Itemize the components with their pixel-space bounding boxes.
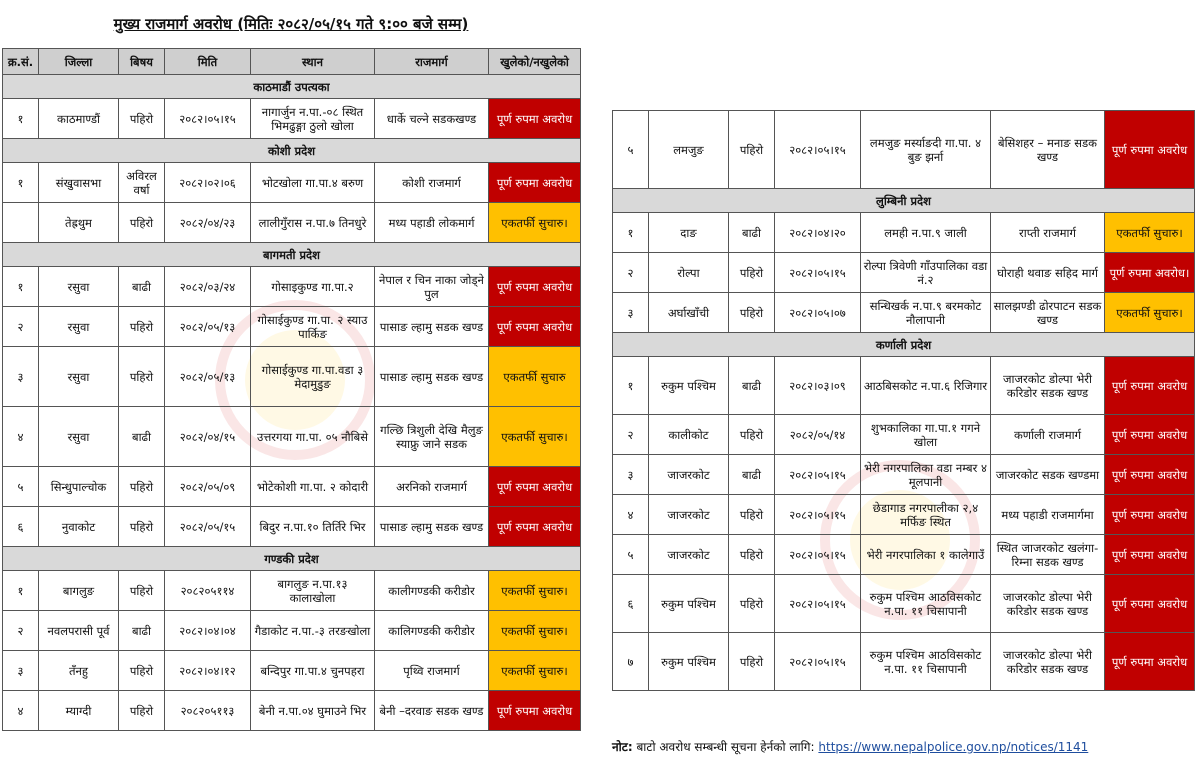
subject-cell: बाढी <box>119 267 165 307</box>
date-cell: २०८२/०५/१३ <box>165 307 251 347</box>
date-cell: २०८२।०४।०४ <box>165 611 251 651</box>
status-cell: एकतर्फी सुचारु। <box>489 407 581 467</box>
column-header: मिति <box>165 49 251 75</box>
subject-cell: बाढी <box>729 357 775 415</box>
subject-cell: पहिरो <box>119 347 165 407</box>
status-cell: पूर्ण रुपमा अवरोध। <box>1105 253 1195 293</box>
serial-number-cell: ३ <box>3 347 39 407</box>
table-row <box>613 535 1195 575</box>
date-cell: २०८२।०५।१५ <box>775 253 861 293</box>
table-row <box>613 111 1195 189</box>
table-row <box>3 611 581 651</box>
date-cell: २०८२।०४।२० <box>775 213 861 253</box>
section-header-row <box>3 547 581 571</box>
status-cell: एकतर्फी सुचारु। <box>489 571 581 611</box>
status-cell: पूर्ण रुपमा अवरोध <box>1105 111 1195 189</box>
subject-cell: पहिरो <box>729 253 775 293</box>
highway-cell: जाजरकोट डोल्पा भेरी करिडोर सडक खण्ड <box>991 575 1105 633</box>
serial-number-cell: ६ <box>613 575 649 633</box>
serial-number-cell: ७ <box>613 633 649 691</box>
serial-number-cell: ५ <box>3 467 39 507</box>
location-cell: बन्दिपुर गा.पा.४ चुनपहरा <box>251 651 375 691</box>
subject-cell: बाढी <box>729 213 775 253</box>
subject-cell: अविरल वर्षा <box>119 163 165 203</box>
location-cell: भेरी नगरपालिका १ कालेगाउँ <box>861 535 991 575</box>
highway-cell: घोराही थवाङ सहिद मार्ग <box>991 253 1105 293</box>
serial-number-cell: १ <box>613 213 649 253</box>
highway-cell: पासाङ ल्हामु सडक खण्ड <box>375 347 489 407</box>
serial-number-cell: २ <box>3 611 39 651</box>
status-cell: पूर्ण रुपमा अवरोध <box>489 467 581 507</box>
district-cell: संखुवासभा <box>39 163 119 203</box>
province-heading: कोशी प्रदेश <box>3 139 581 163</box>
subject-cell: पहिरो <box>119 651 165 691</box>
subject-cell: पहिरो <box>119 507 165 547</box>
status-cell: पूर्ण रुपमा अवरोध <box>1105 575 1195 633</box>
highway-cell: कालिगण्डकी करीडोर <box>375 611 489 651</box>
district-cell: रुकुम पश्चिम <box>649 575 729 633</box>
table-row <box>613 213 1195 253</box>
location-cell: नागार्जुन न.पा.-०८ स्थित भिमढुङ्गा ठुलो खोला <box>251 99 375 139</box>
date-cell: २०८२/०५/०९ <box>165 467 251 507</box>
district-cell: रुकुम पश्चिम <box>649 633 729 691</box>
table-row <box>613 633 1195 691</box>
section-header-row <box>613 333 1195 357</box>
location-cell: शुभकालिका गा.पा.१ गगने खोला <box>861 415 991 455</box>
date-cell: २०८२/०५/१४ <box>775 415 861 455</box>
serial-number-cell: ३ <box>3 651 39 691</box>
status-cell: पूर्ण रुपमा अवरोध <box>1105 455 1195 495</box>
location-cell: आठबिसकोट न.पा.६ रिजिगार <box>861 357 991 415</box>
highway-cell: राप्ती राजमार्ग <box>991 213 1105 253</box>
serial-number-cell <box>3 203 39 243</box>
subject-cell: पहिरो <box>119 307 165 347</box>
highway-cell: कालीगण्डकी करीडोर <box>375 571 489 611</box>
table-row <box>3 571 581 611</box>
table-row <box>3 467 581 507</box>
province-heading: बागमती प्रदेश <box>3 243 581 267</box>
date-cell: २०८२।०५।१५ <box>775 633 861 691</box>
district-cell: कालीकोट <box>649 415 729 455</box>
highway-cell: पासाङ ल्हामु सडक खण्ड <box>375 307 489 347</box>
district-cell: रसुवा <box>39 267 119 307</box>
district-cell: म्याग्दी <box>39 691 119 731</box>
subject-cell: पहिरो <box>119 571 165 611</box>
date-cell: २०८२/०४/२३ <box>165 203 251 243</box>
district-cell: सिन्धुपाल्चोक <box>39 467 119 507</box>
district-cell: लमजुङ <box>649 111 729 189</box>
subject-cell: पहिरो <box>119 203 165 243</box>
note-label: नोट: <box>612 740 633 754</box>
subject-cell: पहिरो <box>729 535 775 575</box>
status-cell: एकतर्फी सुचारु। <box>489 651 581 691</box>
highway-cell: मध्य पहाडी राजमार्गमा <box>991 495 1105 535</box>
date-cell: २०८२।०२।०६ <box>165 163 251 203</box>
status-cell: पूर्ण रुपमा अवरोध <box>1105 495 1195 535</box>
highway-cell: गल्छि त्रिशुली देखि मैलुङ स्याफ्रु जाने सडक <box>375 407 489 467</box>
location-cell: भोटेकोशी गा.पा. २ कोदारी <box>251 467 375 507</box>
location-cell: भेरी नगरपालिका वडा नम्बर ४ मूलपानी <box>861 455 991 495</box>
column-header: स्थान <box>251 49 375 75</box>
district-cell: तेह्रथुम <box>39 203 119 243</box>
province-heading: कर्णाली प्रदेश <box>613 333 1195 357</box>
status-cell: पूर्ण रुपमा अवरोध <box>489 691 581 731</box>
date-cell: २०८२।०५।१५ <box>775 455 861 495</box>
subject-cell: पहिरो <box>119 467 165 507</box>
location-cell: रुकुम पश्चिम आठविसकोट न.पा. ११ चिसापानी <box>861 575 991 633</box>
date-cell: २०८२।०५।१५ <box>165 99 251 139</box>
section-header-row <box>3 243 581 267</box>
highway-cell: कोशी राजमार्ग <box>375 163 489 203</box>
status-cell: एकतर्फी सुचारु <box>489 347 581 407</box>
province-heading: लुम्बिनी प्रदेश <box>613 189 1195 213</box>
highway-cell: पासाङ ल्हामु सडक खण्ड <box>375 507 489 547</box>
table-row <box>3 307 581 347</box>
status-cell: पूर्ण रुपमा अवरोध <box>489 99 581 139</box>
date-cell: २०८२।०५।१५ <box>775 535 861 575</box>
location-cell: सन्धिखर्क न.पा.९ बरमकोट नौलापानी <box>861 293 991 333</box>
subject-cell: पहिरो <box>729 293 775 333</box>
date-cell: २०८२।०५।१५ <box>775 575 861 633</box>
date-cell: २०८२०५११४ <box>165 571 251 611</box>
district-cell: रसुवा <box>39 407 119 467</box>
highway-cell: जाजरकोट सडक खण्डमा <box>991 455 1105 495</box>
status-cell: पूर्ण रुपमा अवरोध <box>1105 415 1195 455</box>
subject-cell: पहिरो <box>729 575 775 633</box>
province-heading: काठमाडौं उपत्यका <box>3 75 581 99</box>
status-cell: पूर्ण रुपमा अवरोध <box>1105 357 1195 415</box>
table-row <box>613 455 1195 495</box>
location-cell: गोसाईकुण्ड गा.पा. २ स्याउ पार्किङ <box>251 307 375 347</box>
serial-number-cell: १ <box>3 267 39 307</box>
column-header: जिल्ला <box>39 49 119 75</box>
location-cell: गैडाकोट न.पा.-३ तरङखोला <box>251 611 375 651</box>
table-row <box>3 347 581 407</box>
section-header-row <box>3 139 581 163</box>
district-cell: दाङ <box>649 213 729 253</box>
highway-cell: बेसिशहर – मनाङ सडक खण्ड <box>991 111 1105 189</box>
table-row <box>3 99 581 139</box>
status-cell: एकतर्फी सुचारु। <box>489 611 581 651</box>
district-cell: तँनहु <box>39 651 119 691</box>
highway-cell: जाजरकोट डोल्पा भेरी करिडोर सडक खण्ड <box>991 357 1105 415</box>
status-cell: एकतर्फी सुचारु। <box>1105 293 1195 333</box>
status-cell: पूर्ण रुपमा अवरोध <box>1105 535 1195 575</box>
subject-cell: पहिरो <box>729 111 775 189</box>
location-cell: लमही न.पा.९ जाली <box>861 213 991 253</box>
subject-cell: बाढी <box>119 407 165 467</box>
district-cell: अर्घाखाँची <box>649 293 729 333</box>
district-cell: जाजरकोट <box>649 535 729 575</box>
location-cell: लालीगुँरास न.पा.७ तिनधुरे <box>251 203 375 243</box>
serial-number-cell: १ <box>3 99 39 139</box>
status-cell: एकतर्फी सुचारु। <box>1105 213 1195 253</box>
district-cell: रसुवा <box>39 347 119 407</box>
left-road-block-table <box>2 48 581 731</box>
location-cell: बागलुङ न.पा.१३ कालाखोला <box>251 571 375 611</box>
section-header-row <box>3 75 581 99</box>
column-header: खुलेको/नखुलेको <box>489 49 581 75</box>
serial-number-cell: ४ <box>3 407 39 467</box>
serial-number-cell: १ <box>613 357 649 415</box>
serial-number-cell: ६ <box>3 507 39 547</box>
district-cell: काठमाण्डौं <box>39 99 119 139</box>
district-cell: रुकुम पश्चिम <box>649 357 729 415</box>
table-row <box>3 203 581 243</box>
district-cell: रसुवा <box>39 307 119 347</box>
location-cell: भोटखोला गा.पा.४ बरुण <box>251 163 375 203</box>
table-row <box>613 357 1195 415</box>
table-row <box>613 415 1195 455</box>
serial-number-cell: १ <box>3 571 39 611</box>
district-cell: रोल्पा <box>649 253 729 293</box>
date-cell: २०८२।०५।१५ <box>775 111 861 189</box>
serial-number-cell: ३ <box>613 455 649 495</box>
serial-number-cell: ३ <box>613 293 649 333</box>
date-cell: २०८२।०५।०७ <box>775 293 861 333</box>
table-row <box>3 267 581 307</box>
location-cell: छेडागाड नगरपालीका २,४ मर्फिङ स्थित <box>861 495 991 535</box>
date-cell: २०८२/०५/१५ <box>165 507 251 547</box>
location-cell: रोल्पा त्रिवेणी गाँउपालिका वडा नं.२ <box>861 253 991 293</box>
footer-note <box>612 738 1194 755</box>
location-cell: उत्तरगया गा.पा. ०५ नौबिसे <box>251 407 375 467</box>
date-cell: २०८२।०४।१२ <box>165 651 251 691</box>
district-cell: नवलपरासी पूर्व <box>39 611 119 651</box>
date-cell: २०८२/०५/१३ <box>165 347 251 407</box>
highway-cell: कर्णाली राजमार्ग <box>991 415 1105 455</box>
table-row <box>3 507 581 547</box>
highway-cell: सालझण्डी ढोरपाटन सडक खण्ड <box>991 293 1105 333</box>
location-cell: बिदुर न.पा.१० तिर्तिरे भिर <box>251 507 375 547</box>
province-heading: गण्डकी प्रदेश <box>3 547 581 571</box>
location-cell: लमजुङ मर्स्याङदी गा.पा. ४ बुङ झर्ना <box>861 111 991 189</box>
table-row <box>3 407 581 467</box>
table-row <box>613 293 1195 333</box>
page-title: मुख्य राजमार्ग अवरोध (मितिः २०८२/०५/१५ गते ९:०० बजे सम्म) <box>113 15 469 33</box>
date-cell: २०८२।०५।१५ <box>775 495 861 535</box>
serial-number-cell: ४ <box>3 691 39 731</box>
table-row <box>3 651 581 691</box>
table-row <box>613 495 1195 535</box>
subject-cell: पहिरो <box>729 495 775 535</box>
date-cell: २०८२/०३/२४ <box>165 267 251 307</box>
location-cell: गोसाईकुण्ड गा.पा.वडा ३ मेदामुडुङ <box>251 347 375 407</box>
subject-cell: पहिरो <box>119 99 165 139</box>
column-header: क्र.सं. <box>3 49 39 75</box>
status-cell: पूर्ण रुपमा अवरोध <box>1105 633 1195 691</box>
status-cell: पूर्ण रुपमा अवरोध <box>489 507 581 547</box>
serial-number-cell: ५ <box>613 111 649 189</box>
district-cell: नुवाकोट <box>39 507 119 547</box>
column-header: बिषय <box>119 49 165 75</box>
highway-cell: मध्य पहाडी लोकमार्ग <box>375 203 489 243</box>
status-cell: पूर्ण रुपमा अवरोध <box>489 307 581 347</box>
subject-cell: पहिरो <box>119 691 165 731</box>
highway-cell: पृथ्वि राजमार्ग <box>375 651 489 691</box>
highway-cell: जाजरकोट डोल्पा भेरी करिडोर सडक खण्ड <box>991 633 1105 691</box>
subject-cell: पहिरो <box>729 415 775 455</box>
district-cell: बागलुङ <box>39 571 119 611</box>
subject-cell: बाढी <box>729 455 775 495</box>
highway-cell: नेपाल र चिन नाका जोड्ने पुल <box>375 267 489 307</box>
status-cell: पूर्ण रुपमा अवरोध <box>489 163 581 203</box>
serial-number-cell: २ <box>613 415 649 455</box>
highway-cell: धार्के चल्ने सडकखण्ड <box>375 99 489 139</box>
section-header-row <box>613 189 1195 213</box>
date-cell: २०८२/०४/१५ <box>165 407 251 467</box>
status-cell: पूर्ण रुपमा अवरोध <box>489 267 581 307</box>
column-header: राजमार्ग <box>375 49 489 75</box>
serial-number-cell: ४ <box>613 495 649 535</box>
right-road-block-table <box>612 110 1195 691</box>
status-cell: एकतर्फी सुचारु। <box>489 203 581 243</box>
district-cell: जाजरकोट <box>649 495 729 535</box>
subject-cell: पहिरो <box>729 633 775 691</box>
highway-cell: अरनिको राजमार्ग <box>375 467 489 507</box>
serial-number-cell: २ <box>613 253 649 293</box>
notice-link[interactable]: https://www.nepalpolice.gov.np/notices/1141 <box>818 740 1089 754</box>
highway-cell: बेनी –दरवाङ सडक खण्ड <box>375 691 489 731</box>
subject-cell: बाढी <box>119 611 165 651</box>
highway-cell: स्थित जाजरकोट खलंगा-रिम्ना सडक खण्ड <box>991 535 1105 575</box>
date-cell: २०८२०५११३ <box>165 691 251 731</box>
location-cell: बेनी न.पा.०४ घुमाउने भिर <box>251 691 375 731</box>
note-text: बाटो अवरोध सम्बन्धी सूचना हेर्नको लागि: <box>636 740 815 754</box>
serial-number-cell: १ <box>3 163 39 203</box>
district-cell: जाजरकोट <box>649 455 729 495</box>
location-cell: रुकुम पश्चिम आठविसकोट न.पा. ११ चिसापानी <box>861 633 991 691</box>
table-row <box>3 691 581 731</box>
table-row <box>613 575 1195 633</box>
date-cell: २०८२।०३।०९ <box>775 357 861 415</box>
serial-number-cell: ५ <box>613 535 649 575</box>
table-row <box>3 163 581 203</box>
location-cell: गोसाइकुण्ड गा.पा.२ <box>251 267 375 307</box>
serial-number-cell: २ <box>3 307 39 347</box>
table-row <box>613 253 1195 293</box>
